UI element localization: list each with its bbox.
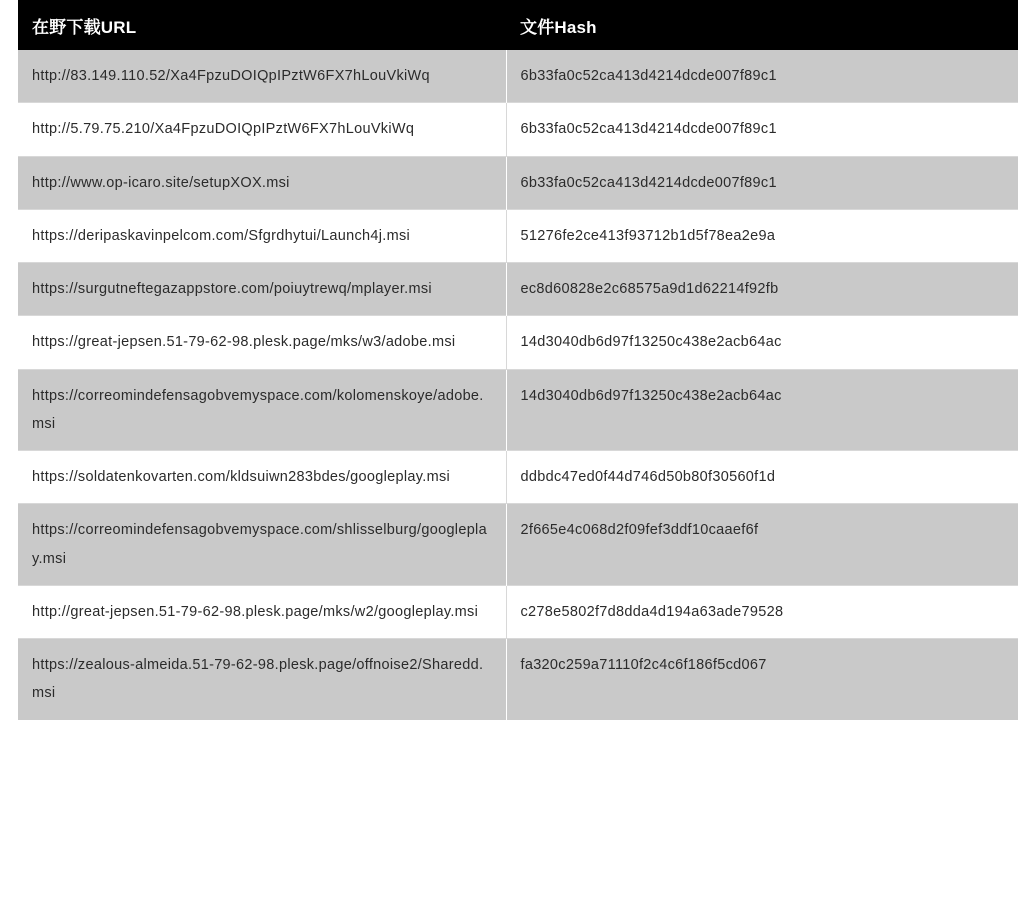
cell-url: http://5.79.75.210/Xa4FpzuDOIQpIPztW6FX7hLouVkiWq <box>18 103 506 156</box>
column-header-hash: 文件Hash <box>506 0 1018 50</box>
table-header-row <box>18 0 1018 50</box>
cell-hash: c278e5802f7d8dda4d194a63ade79528 <box>506 585 1018 638</box>
cell-url: https://correomindefensagobvemyspace.com/kolomenskoye/adobe.msi <box>18 369 506 451</box>
ioc-table <box>18 0 1018 720</box>
cell-url: http://83.149.110.52/Xa4FpzuDOIQpIPztW6FX7hLouVkiWq <box>18 50 506 103</box>
cell-hash: ddbdc47ed0f44d746d50b80f30560f1d <box>506 451 1018 504</box>
table-row <box>18 316 1018 369</box>
table-row <box>18 585 1018 638</box>
cell-url: https://correomindefensagobvemyspace.com/shlisselburg/googleplay.msi <box>18 504 506 586</box>
table-header <box>18 0 1018 50</box>
cell-hash: 6b33fa0c52ca413d4214dcde007f89c1 <box>506 103 1018 156</box>
cell-url: https://great-jepsen.51-79-62-98.plesk.page/mks/w3/adobe.msi <box>18 316 506 369</box>
cell-url: https://soldatenkovarten.com/kldsuiwn283bdes/googleplay.msi <box>18 451 506 504</box>
cell-hash: 2f665e4c068d2f09fef3ddf10caaef6f <box>506 504 1018 586</box>
cell-hash: ec8d60828e2c68575a9d1d62214f92fb <box>506 263 1018 316</box>
cell-hash: 14d3040db6d97f13250c438e2acb64ac <box>506 369 1018 451</box>
cell-url: http://great-jepsen.51-79-62-98.plesk.page/mks/w2/googleplay.msi <box>18 585 506 638</box>
table-row <box>18 209 1018 262</box>
column-header-url: 在野下载URL <box>18 0 506 50</box>
cell-hash: fa320c259a71110f2c4c6f186f5cd067 <box>506 639 1018 720</box>
table-row <box>18 50 1018 103</box>
cell-url: https://zealous-almeida.51-79-62-98.plesk.page/offnoise2/Sharedd.msi <box>18 639 506 720</box>
table-body <box>18 50 1018 720</box>
cell-hash: 6b33fa0c52ca413d4214dcde007f89c1 <box>506 50 1018 103</box>
table-row <box>18 639 1018 720</box>
cell-url: https://deripaskavinpelcom.com/Sfgrdhytui/Launch4j.msi <box>18 209 506 262</box>
table-row <box>18 369 1018 451</box>
table-row <box>18 504 1018 586</box>
cell-hash: 14d3040db6d97f13250c438e2acb64ac <box>506 316 1018 369</box>
cell-url: http://www.op-icaro.site/setupXOX.msi <box>18 156 506 209</box>
table-row <box>18 103 1018 156</box>
table-row <box>18 263 1018 316</box>
table-row <box>18 156 1018 209</box>
table-row <box>18 451 1018 504</box>
cell-hash: 51276fe2ce413f93712b1d5f78ea2e9a <box>506 209 1018 262</box>
cell-hash: 6b33fa0c52ca413d4214dcde007f89c1 <box>506 156 1018 209</box>
cell-url: https://surgutneftegazappstore.com/poiuytrewq/mplayer.msi <box>18 263 506 316</box>
